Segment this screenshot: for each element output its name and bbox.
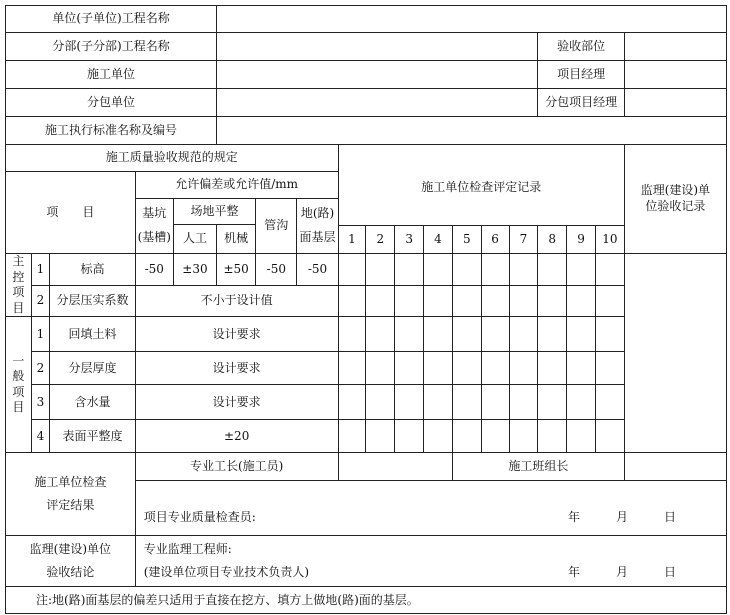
record-cell[interactable] — [424, 385, 453, 420]
item-label: 项 目 — [6, 172, 136, 254]
trench-value: -50 — [256, 254, 297, 286]
acceptance-part-field[interactable] — [624, 33, 726, 61]
supervision-record-label — [624, 145, 726, 254]
foreman-label: 专业工长(施工员) — [135, 453, 338, 481]
conclusion-day: 日 — [663, 564, 676, 579]
general-group-char-3: 项 — [12, 384, 25, 399]
general-item-name: 回填土料 — [50, 317, 135, 352]
subcontract-unit-field[interactable] — [217, 89, 538, 117]
record-cell[interactable] — [481, 420, 509, 453]
record-cell[interactable] — [452, 254, 481, 286]
record-cell[interactable] — [481, 385, 509, 420]
record-cell[interactable] — [509, 385, 538, 420]
record-cell[interactable] — [366, 352, 395, 385]
record-cell[interactable] — [595, 385, 624, 420]
record-cell[interactable] — [395, 317, 424, 352]
foreman-field[interactable] — [338, 453, 452, 481]
record-cell[interactable] — [538, 385, 567, 420]
record-cell[interactable] — [538, 285, 567, 317]
record-cell[interactable] — [538, 254, 567, 286]
pit-line-2: (基槽) — [137, 230, 171, 244]
general-item-no: 3 — [31, 385, 50, 420]
general-item-name: 分层厚度 — [50, 352, 135, 385]
conclusion-label — [6, 536, 136, 587]
record-cell[interactable] — [366, 385, 395, 420]
main-item-name: 标高 — [50, 254, 135, 286]
record-cell[interactable] — [338, 254, 366, 286]
record-cell[interactable] — [424, 285, 453, 317]
mechanical-value: ±50 — [217, 254, 256, 286]
record-cell[interactable] — [567, 385, 596, 420]
record-cell[interactable] — [595, 254, 624, 286]
subcontract-unit-label: 分包单位 — [6, 89, 217, 117]
result-year: 年 — [567, 509, 580, 524]
supervision-record-line-1: 监理(建设)单 — [640, 183, 711, 198]
record-cell[interactable] — [481, 317, 509, 352]
general-item-requirement: 设计要求 — [135, 352, 338, 385]
road-base-value: -50 — [297, 254, 338, 286]
general-group-char-1: 一 — [12, 353, 25, 368]
record-cell[interactable] — [509, 317, 538, 352]
inspection-record-text: 施工单位检查评定记录 — [421, 180, 542, 194]
record-cell[interactable] — [395, 385, 424, 420]
supervision-record-cell[interactable] — [624, 254, 726, 453]
record-cell[interactable] — [452, 285, 481, 317]
result-signature-block — [135, 481, 726, 536]
sub-project-field[interactable] — [217, 33, 538, 61]
pit-value: -50 — [135, 254, 173, 286]
conclusion-label-line-2: 验收结论 — [46, 565, 95, 580]
site-level-label: 场地平整 — [173, 199, 255, 225]
result-date — [568, 510, 676, 526]
record-cell[interactable] — [338, 352, 366, 385]
owner-label: (建设单位项目专业技术负责人) — [143, 564, 310, 579]
conclusion-year: 年 — [567, 564, 580, 579]
sub-project-label: 分部(子分部)工程名称 — [6, 33, 217, 61]
record-cell[interactable] — [509, 352, 538, 385]
record-cell[interactable] — [424, 420, 453, 453]
main-item-no: 1 — [31, 254, 50, 286]
general-group-char-4: 目 — [12, 400, 25, 415]
col-number-4: 4 — [424, 226, 453, 254]
conclusion-label-line-1: 监理(建设)单位 — [29, 541, 112, 556]
general-item-requirement: 设计要求 — [135, 385, 338, 420]
conclusion-month: 月 — [615, 564, 628, 579]
record-cell[interactable] — [424, 317, 453, 352]
record-cell[interactable] — [366, 420, 395, 453]
general-item-name: 表面平整度 — [50, 420, 135, 453]
record-cell[interactable] — [395, 420, 424, 453]
road-base-line-2: 面基层 — [299, 230, 336, 244]
result-month: 月 — [615, 509, 628, 524]
general-item-requirement: ±20 — [135, 420, 338, 453]
record-cell[interactable] — [567, 285, 596, 317]
record-cell[interactable] — [595, 352, 624, 385]
main-item-no: 2 — [31, 285, 50, 317]
record-cell[interactable] — [338, 317, 366, 352]
standard-field[interactable] — [217, 117, 727, 145]
col-number-10: 10 — [595, 226, 624, 254]
mechanical-label: 机械 — [217, 225, 256, 254]
general-group-char-2: 般 — [12, 369, 25, 384]
road-base-label — [297, 199, 338, 254]
unit-project-label: 单位(子单位)工程名称 — [6, 6, 217, 33]
record-cell[interactable] — [424, 352, 453, 385]
main-item-name: 分层压实系数 — [50, 285, 135, 317]
supervision-record-line-2: 位验收记录 — [645, 199, 706, 213]
engineer-label: 专业监理工程师: — [143, 542, 232, 557]
record-cell[interactable] — [452, 352, 481, 385]
record-cell[interactable] — [509, 285, 538, 317]
main-items-group-label — [6, 254, 32, 317]
record-cell[interactable] — [509, 254, 538, 286]
subcontract-manager-field[interactable] — [624, 89, 726, 117]
col-number-3: 3 — [395, 226, 424, 254]
result-label — [6, 453, 136, 536]
general-item-name: 含水量 — [50, 385, 135, 420]
col-number-7: 7 — [509, 226, 538, 254]
inspector-label: 项目专业质量检查员: — [143, 509, 256, 524]
col-number-9: 9 — [567, 226, 596, 254]
record-cell[interactable] — [567, 352, 596, 385]
project-manager-field[interactable] — [624, 61, 726, 89]
col-number-8: 8 — [538, 226, 567, 254]
general-items-group-label — [6, 317, 32, 453]
record-cell[interactable] — [424, 254, 453, 286]
record-cell[interactable] — [595, 317, 624, 352]
record-cell[interactable] — [395, 352, 424, 385]
record-cell[interactable] — [338, 385, 366, 420]
col-number-6: 6 — [481, 226, 509, 254]
road-base-line-1: 地(路) — [300, 206, 335, 221]
record-cell[interactable] — [395, 254, 424, 286]
inspection-record-label — [338, 145, 624, 226]
record-cell[interactable] — [595, 420, 624, 453]
team-leader-field[interactable] — [624, 453, 726, 481]
record-cell[interactable] — [567, 317, 596, 352]
record-cell[interactable] — [538, 352, 567, 385]
general-item-requirement: 设计要求 — [135, 317, 338, 352]
main-item-requirement: 不小于设计值 — [135, 285, 338, 317]
record-cell[interactable] — [338, 285, 366, 317]
spec-title: 施工质量验收规范的规定 — [6, 145, 339, 172]
main-group-char-1: 主 — [12, 254, 25, 268]
subcontract-manager-label: 分包项目经理 — [538, 89, 624, 117]
col-number-1: 1 — [338, 226, 366, 254]
record-cell[interactable] — [509, 420, 538, 453]
result-day: 日 — [663, 509, 676, 524]
acceptance-part-label: 验收部位 — [538, 33, 624, 61]
record-cell[interactable] — [481, 254, 509, 286]
main-group-char-3: 项 — [12, 285, 25, 300]
main-group-char-4: 目 — [12, 300, 25, 315]
pit-label — [135, 199, 173, 254]
footnote: 注:地(路)面基层的偏差只适用于直接在挖方、填方上做地(路)面的基层。 — [6, 587, 727, 614]
record-cell[interactable] — [366, 285, 395, 317]
general-item-no: 4 — [31, 420, 50, 453]
project-manager-label: 项目经理 — [538, 61, 624, 89]
record-cell[interactable] — [481, 285, 509, 317]
record-cell[interactable] — [538, 420, 567, 453]
result-label-line-2: 评定结果 — [46, 498, 95, 513]
record-cell[interactable] — [452, 420, 481, 453]
record-cell[interactable] — [595, 285, 624, 317]
record-cell[interactable] — [395, 285, 424, 317]
record-cell[interactable] — [452, 385, 481, 420]
tolerance-label: 允许偏差或允许值/mm — [135, 172, 338, 199]
record-cell[interactable] — [481, 352, 509, 385]
general-item-no: 2 — [31, 352, 50, 385]
col-number-5: 5 — [452, 226, 481, 254]
main-group-char-2: 控 — [12, 269, 25, 284]
manual-label: 人工 — [173, 225, 216, 254]
result-label-line-1: 施工单位检查 — [34, 474, 107, 489]
construction-unit-field[interactable] — [217, 61, 538, 89]
record-cell[interactable] — [366, 317, 395, 352]
record-cell[interactable] — [538, 317, 567, 352]
construction-unit-label: 施工单位 — [6, 61, 217, 89]
unit-project-field[interactable] — [217, 6, 727, 33]
conclusion-signature-block — [135, 536, 726, 587]
record-cell[interactable] — [567, 254, 596, 286]
general-item-no: 1 — [31, 317, 50, 352]
pit-line-1: 基坑 — [142, 206, 167, 221]
record-cell[interactable] — [338, 420, 366, 453]
record-cell[interactable] — [452, 317, 481, 352]
conclusion-date — [568, 565, 676, 581]
trench-label: 管沟 — [256, 199, 297, 254]
manual-value: ±30 — [173, 254, 216, 286]
standard-label: 施工执行标准名称及编号 — [6, 117, 217, 145]
inspection-table — [5, 5, 727, 614]
team-leader-label: 施工班组长 — [452, 453, 624, 481]
record-cell[interactable] — [567, 420, 596, 453]
record-cell[interactable] — [366, 254, 395, 286]
col-number-2: 2 — [366, 226, 395, 254]
